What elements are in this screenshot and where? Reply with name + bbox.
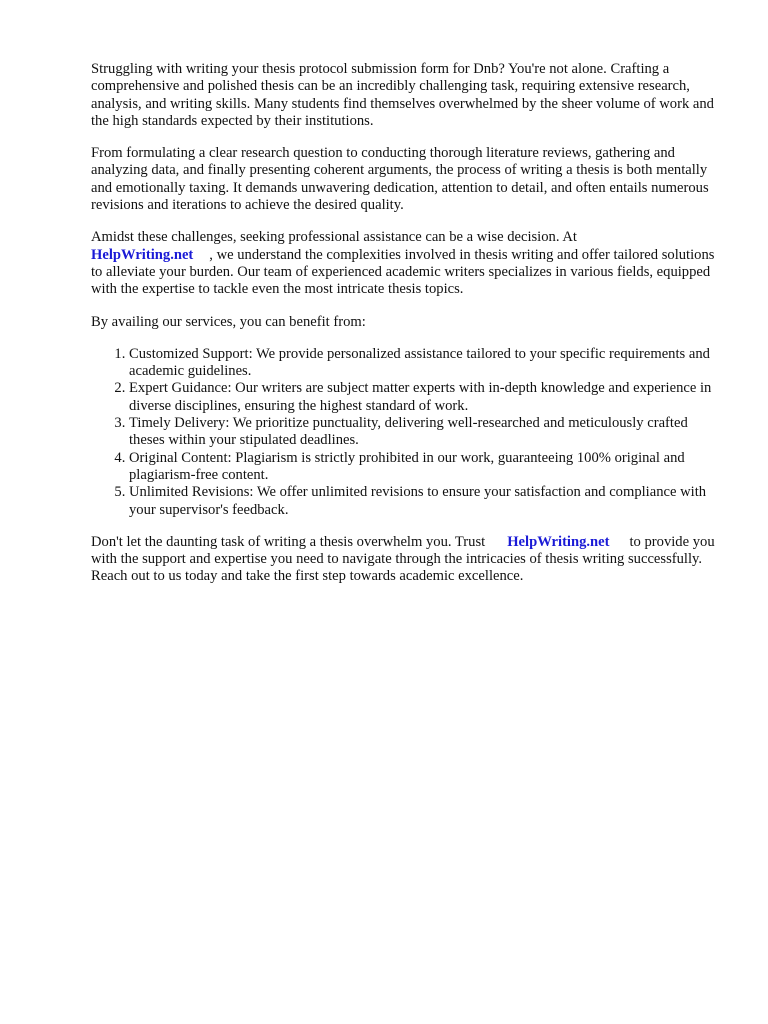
list-item: 2. Expert Guidance: Our writers are subject matter experts with in-depth knowledge and experience in diverse disciplines, ensuring the highest standard of work. bbox=[129, 380, 721, 415]
process-paragraph: From formulating a clear research question to conducting thorough literature reviews, gathering and analyzing data, and finally presenting coherent arguments, the process of writing a thesis is both mentally and emotionally taxing. It demands unwavering dedication, attention to detail, and often entails numerous revisions and iterations to achieve the desired quality. bbox=[91, 145, 709, 214]
intro-paragraph: Struggling with writing your thesis protocol submission form for Dnb? You're not alone. Crafting a comprehensive and polished thesis can be an incredibly challenging task, requiring extensive research, analysis, and writing skills. Many students find themselves overwhelmed by the sheer volume of work and the high standards expected by their institutions. bbox=[91, 61, 714, 129]
benefits-intro: By availing our services, you can benefit from: bbox=[91, 313, 366, 330]
closing-text-after: to provide you with the support and expertise you need to navigate through the intricacies of thesis writing successfully. Reach out to us today and take the first step towards academic excellence. bbox=[91, 533, 715, 585]
benefits-list bbox=[91, 346, 721, 519]
list-item: 4. Original Content: Plagiarism is strictly prohibited in our work, guaranteeing 100% original and plagiarism-free content. bbox=[129, 450, 721, 485]
assistance-paragraph bbox=[91, 229, 721, 298]
assistance-text-before: Amidst these challenges, seeking professional assistance can be a wise decision. At bbox=[91, 229, 577, 246]
assistance-text-after: , we understand the complexities involved in thesis writing and offer tailored solutions to alleviate your burden. Our team of experienced academic writers specializes in various fields, equipped with the expertise to tackle even the most intricate thesis topics. bbox=[91, 246, 715, 298]
document-body bbox=[91, 61, 721, 601]
list-item: 3. Timely Delivery: We prioritize punctuality, delivering well-researched and meticulously crafted theses within your stipulated deadlines. bbox=[129, 415, 721, 450]
helpwriting-link[interactable]: HelpWriting.net bbox=[91, 246, 194, 263]
closing-paragraph bbox=[91, 534, 721, 586]
helpwriting-link-closing[interactable]: HelpWriting.net bbox=[507, 533, 610, 550]
closing-text-before: Don't let the daunting task of writing a thesis overwhelm you. Trust bbox=[91, 533, 486, 550]
list-item: 1. Customized Support: We provide personalized assistance tailored to your specific requirements and academic guidelines. bbox=[129, 346, 721, 381]
list-item: 5. Unlimited Revisions: We offer unlimited revisions to ensure your satisfaction and compliance with your supervisor's feedback. bbox=[129, 484, 721, 519]
